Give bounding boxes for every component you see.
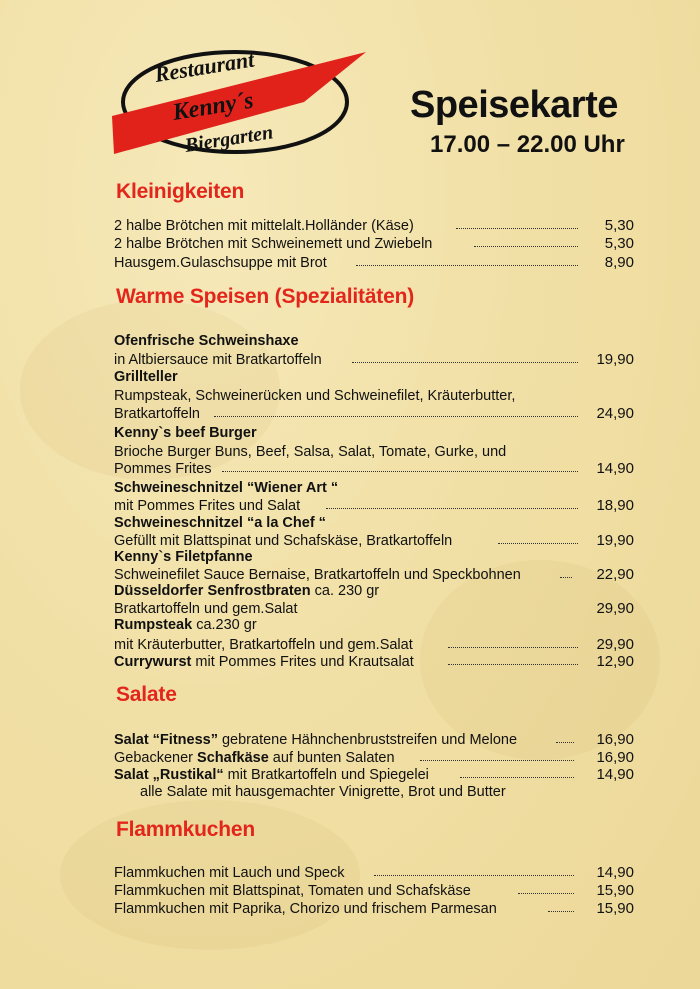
section-heading-warme-speisen: Warme Speisen (Spezialitäten)	[116, 285, 415, 308]
menu-item	[114, 497, 634, 515]
dish-name: Schweineschnitzel “a la Chef “	[114, 515, 326, 531]
leader-dots	[448, 647, 578, 648]
menu-item	[114, 235, 634, 253]
dish-name: Salat „Rustikal“	[114, 767, 224, 783]
menu-item-price: 29,90	[596, 636, 634, 653]
menu-item-price: 15,90	[596, 900, 634, 917]
dish-name: Currywurst	[114, 654, 192, 670]
leader-dots	[222, 471, 578, 472]
menu-item-price: 19,90	[596, 351, 634, 368]
dish-description: Brioche Burger Buns, Beef, Salsa, Salat, Tomate, Gurke, und	[114, 444, 507, 460]
dish-name: Düsseldorfer Senfrostbraten	[114, 583, 311, 599]
menu-item-text: mit Kräuterbutter, Bratkartoffeln und gem.Salat	[114, 637, 413, 653]
menu-item-text: Schweinefilet Sauce Bernaise, Bratkartoffeln und Speckbohnen	[114, 567, 521, 583]
menu-item-text	[114, 766, 429, 784]
menu-item-price: 12,90	[596, 653, 634, 670]
leader-dots	[456, 228, 578, 229]
menu-item	[114, 636, 634, 654]
dish-prefix: Gebackener	[114, 750, 198, 766]
dish-description: Rumpsteak, Schweinerücken und Schweinefilet, Kräuterbutter,	[114, 388, 516, 404]
leader-dots	[374, 875, 574, 876]
menu-item-text: Flammkuchen mit Paprika, Chorizo und frischem Parmesan	[114, 901, 497, 917]
menu-item-price: 19,90	[596, 532, 634, 549]
menu-item-price: 16,90	[596, 749, 634, 766]
logo-restaurant-text: Restaurant	[152, 46, 256, 87]
dish-name: Grillteller	[114, 369, 178, 385]
dish-name: Schafkäse	[197, 750, 269, 766]
section-heading-flammkuchen: Flammkuchen	[116, 818, 256, 841]
menu-item	[114, 653, 634, 671]
menu-item-text: mit Pommes Frites und Salat	[114, 498, 301, 514]
menu-item-price: 14,90	[596, 460, 634, 477]
menu-item-price: 22,90	[596, 566, 634, 583]
logo-biergarten-text: Biergarten	[183, 121, 275, 157]
leader-dots	[556, 742, 574, 743]
leader-dots	[474, 246, 578, 247]
menu-item-text: 2 halbe Brötchen mit Schweinemett und Zwiebeln	[114, 236, 433, 252]
leader-dots	[326, 508, 578, 509]
menu-item	[114, 405, 634, 423]
leader-dots	[548, 911, 574, 912]
menu-item	[114, 217, 634, 235]
dish-description: auf bunten Salaten	[268, 750, 395, 766]
menu-item-price: 5,30	[604, 217, 634, 234]
menu-item-text: Bratkartoffeln	[114, 406, 200, 422]
menu-item-price: 18,90	[596, 497, 634, 514]
menu-item	[114, 766, 634, 784]
menu-item-price: 24,90	[596, 405, 634, 422]
leader-dots	[356, 265, 578, 266]
leader-dots	[498, 543, 578, 544]
menu-item-price: 14,90	[596, 766, 634, 783]
logo-name-text: Kenny´s	[170, 87, 256, 126]
dish-description: mit Pommes Frites und Krautsalat	[191, 654, 414, 670]
salad-note: alle Salate mit hausgemachter Vinigrette, Brot und Butter	[140, 784, 506, 800]
menu-item-text: Flammkuchen mit Blattspinat, Tomaten und Schafskäse	[114, 883, 471, 899]
menu-item-text: Hausgem.Gulaschsuppe mit Brot	[114, 255, 327, 271]
menu-item-price: 14,90	[596, 864, 634, 881]
dish-description: gebratene Hähnchenbruststreifen und Melone	[217, 732, 518, 748]
dish-description: mit Bratkartoffeln und Spiegelei	[223, 767, 429, 783]
dish-name: Salat “Fitness”	[114, 732, 218, 748]
menu-item-text: Pommes Frites	[114, 461, 212, 477]
leader-dots	[460, 777, 574, 778]
menu-item-text	[114, 731, 517, 749]
menu-item-text	[114, 749, 395, 767]
dish-name: Ofenfrische Schweinshaxe	[114, 333, 299, 349]
menu-item-price: 5,30	[604, 235, 634, 252]
opening-hours: 17.00 – 22.00 Uhr	[430, 131, 625, 158]
leader-dots	[560, 577, 572, 578]
menu-item	[114, 900, 634, 918]
menu-item-price: 16,90	[596, 731, 634, 748]
dish-name: Kenny`s Filetpfanne	[114, 549, 253, 565]
dish-name: Rumpsteak	[114, 617, 193, 633]
menu-item-text: Flammkuchen mit Lauch und Speck	[114, 865, 345, 881]
menu-item-text: Gefüllt mit Blattspinat und Schafskäse, Bratkartoffeln	[114, 533, 453, 549]
menu-item-text	[114, 653, 414, 671]
leader-dots	[448, 664, 578, 665]
dish-name: Kenny`s beef Burger	[114, 425, 257, 441]
leader-dots	[352, 362, 578, 363]
menu-item-text: 2 halbe Brötchen mit mittelalt.Holländer (Käse)	[114, 218, 414, 234]
menu-item	[114, 254, 634, 272]
menu-item	[114, 882, 634, 900]
menu-item	[114, 749, 634, 767]
dish-name: Schweineschnitzel “Wiener Art “	[114, 480, 339, 496]
section-heading-salate: Salate	[116, 683, 177, 706]
menu-item	[114, 460, 634, 478]
menu-item	[114, 731, 634, 749]
dish-name-line	[114, 616, 257, 634]
page-title: Speisekarte	[410, 84, 618, 126]
section-heading-kleinigkeiten: Kleinigkeiten	[116, 180, 245, 203]
menu-item-text: Bratkartoffeln und gem.Salat	[114, 601, 298, 617]
leader-dots	[420, 760, 574, 761]
menu-item-price: 15,90	[596, 882, 634, 899]
menu-item	[114, 864, 634, 882]
menu-item	[114, 351, 634, 369]
leader-dots	[214, 416, 578, 417]
dish-weight: ca. 230 gr	[310, 583, 380, 599]
menu-item-price: 29,90	[596, 600, 634, 617]
restaurant-logo	[104, 40, 366, 168]
dish-weight: ca.230 gr	[192, 617, 257, 633]
dish-name-line	[114, 582, 379, 600]
leader-dots	[518, 893, 574, 894]
menu-item-price: 8,90	[604, 254, 634, 271]
menu-item-text: in Altbiersauce mit Bratkartoffeln	[114, 352, 322, 368]
